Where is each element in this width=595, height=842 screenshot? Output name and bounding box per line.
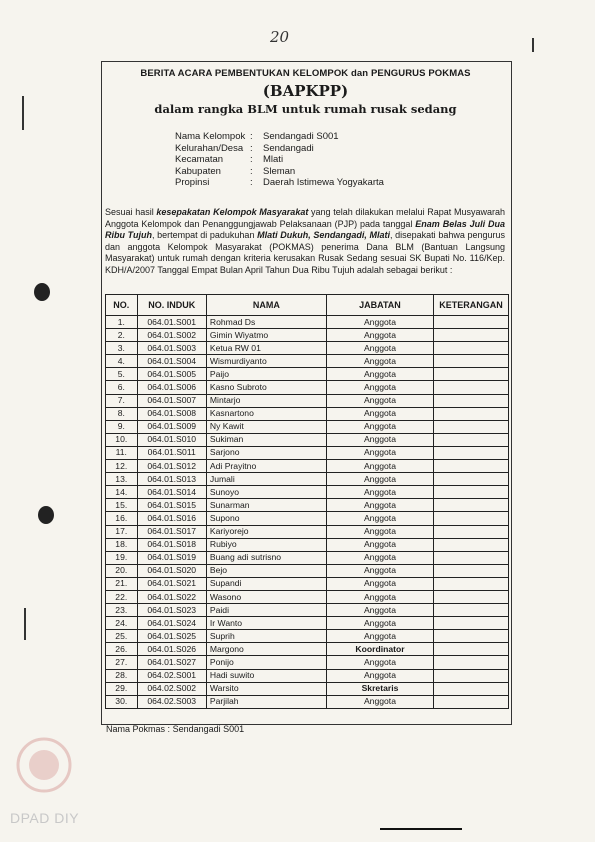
info-value: Sendangadi S001 xyxy=(263,131,339,142)
info-separator: : xyxy=(250,154,253,166)
cell-induk: 064.01.S008 xyxy=(137,407,206,420)
info-separator: : xyxy=(250,142,253,154)
table-row xyxy=(106,342,509,355)
seal-stamp xyxy=(14,735,74,795)
cell-nama: Ponijo xyxy=(206,656,326,669)
cell-no: 12. xyxy=(106,460,138,473)
table-row xyxy=(106,656,509,669)
cell-induk: 064.01.S026 xyxy=(137,643,206,656)
cell-nama: Rubiyo xyxy=(206,538,326,551)
cell-keterangan xyxy=(434,381,509,394)
cell-keterangan xyxy=(434,525,509,538)
column-header-no: NO. xyxy=(106,295,138,316)
cell-nama: Mintarjo xyxy=(206,394,326,407)
cell-no: 4. xyxy=(106,355,138,368)
cell-jabatan: Anggota xyxy=(326,512,433,525)
paragraph-text: , bertempat di padukuhan xyxy=(151,230,258,241)
cell-keterangan xyxy=(434,564,509,577)
cell-keterangan xyxy=(434,630,509,643)
header-title: BERITA ACARA PEMBENTUKAN KELOMPOK dan PENGURUS POKMAS xyxy=(140,68,471,79)
cell-no: 19. xyxy=(106,551,138,564)
cell-no: 3. xyxy=(106,342,138,355)
cell-induk: 064.01.S021 xyxy=(137,577,206,590)
table-row xyxy=(106,407,509,420)
info-label: Nama Kelompok xyxy=(175,131,246,142)
info-separator: : xyxy=(250,131,253,142)
cell-nama: Parjilah xyxy=(206,695,326,708)
cell-keterangan xyxy=(434,394,509,407)
cell-induk: 064.01.S010 xyxy=(137,433,206,446)
column-header-keterangan: KETERANGAN xyxy=(434,295,509,316)
column-header-nama: NAMA xyxy=(206,295,326,316)
cell-induk: 064.01.S001 xyxy=(137,316,206,329)
cell-no: 26. xyxy=(106,643,138,656)
cell-nama: Suprih xyxy=(206,630,326,643)
paragraph-text: yang telah dilakukan melalui Rapat Musyawarah Anggota Kelompok dan Penanggungjawab Pelaksanaan (PJP) pada tanggal xyxy=(105,207,506,229)
header-acronym: (BAPKPP) xyxy=(262,82,349,100)
table-row xyxy=(106,590,509,603)
cell-no: 17. xyxy=(106,525,138,538)
cell-nama: Kariyorejo xyxy=(206,525,326,538)
cell-induk: 064.01.S013 xyxy=(137,473,206,486)
cell-induk: 064.01.S006 xyxy=(137,381,206,394)
cell-jabatan: Anggota xyxy=(326,381,433,394)
table-row xyxy=(106,473,509,486)
table-row xyxy=(106,499,509,512)
cell-keterangan xyxy=(434,473,509,486)
table-row xyxy=(106,381,509,394)
cell-jabatan: Anggota xyxy=(326,564,433,577)
cell-no: 13. xyxy=(106,473,138,486)
cell-jabatan: Anggota xyxy=(326,355,433,368)
cell-no: 30. xyxy=(106,695,138,708)
header-subtitle: dalam rangka BLM untuk rumah rusak sedang xyxy=(154,102,457,116)
cell-nama: Adi Prayitno xyxy=(206,460,326,473)
cell-keterangan xyxy=(434,460,509,473)
table-row xyxy=(106,617,509,630)
cell-keterangan xyxy=(434,329,509,342)
table-row xyxy=(106,577,509,590)
info-separator: : xyxy=(250,165,253,177)
punch-hole-bottom xyxy=(38,506,54,524)
cell-no: 11. xyxy=(106,446,138,459)
cell-jabatan: Anggota xyxy=(326,342,433,355)
table-row xyxy=(106,512,509,525)
cell-nama: Paijo xyxy=(206,368,326,381)
cell-jabatan: Anggota xyxy=(326,316,433,329)
table-row xyxy=(106,329,509,342)
cell-induk: 064.01.S015 xyxy=(137,499,206,512)
cell-no: 10. xyxy=(106,433,138,446)
cell-no: 6. xyxy=(106,381,138,394)
cell-jabatan: Anggota xyxy=(326,604,433,617)
cell-induk: 064.02.S002 xyxy=(137,682,206,695)
cell-induk: 064.01.S019 xyxy=(137,551,206,564)
cell-nama: Rohmad Ds xyxy=(206,316,326,329)
table-row xyxy=(106,604,509,617)
cell-keterangan xyxy=(434,342,509,355)
table-row xyxy=(106,460,509,473)
cell-keterangan xyxy=(434,499,509,512)
margin-mark-right-top xyxy=(532,38,534,52)
cell-keterangan xyxy=(434,604,509,617)
info-value: Sendangadi xyxy=(263,142,314,154)
members-table xyxy=(105,294,509,709)
table-row xyxy=(106,368,509,381)
table-row xyxy=(106,394,509,407)
cell-nama: Gimin Wiyatmo xyxy=(206,329,326,342)
cell-keterangan xyxy=(434,669,509,682)
margin-mark-left-bottom xyxy=(24,608,26,640)
paragraph-emphasis: Mlati Dukuh, Sendangadi, Mlati xyxy=(257,230,391,241)
cell-induk: 064.01.S009 xyxy=(137,420,206,433)
table-row xyxy=(106,420,509,433)
cell-keterangan xyxy=(434,617,509,630)
cell-nama: Kasno Subroto xyxy=(206,381,326,394)
cell-nama: Jumali xyxy=(206,473,326,486)
footer-label: Nama Pokmas xyxy=(106,724,166,734)
cell-nama: Sunarman xyxy=(206,499,326,512)
cell-jabatan: Anggota xyxy=(326,420,433,433)
cell-jabatan: Anggota xyxy=(326,538,433,551)
cell-jabatan: Anggota xyxy=(326,486,433,499)
table-row xyxy=(106,682,509,695)
table-row xyxy=(106,643,509,656)
cell-keterangan xyxy=(434,682,509,695)
cell-induk: 064.01.S023 xyxy=(137,604,206,617)
cell-jabatan: Koordinator xyxy=(326,643,433,656)
bottom-rule xyxy=(380,828,462,830)
cell-no: 28. xyxy=(106,669,138,682)
table-row xyxy=(106,551,509,564)
column-header-jabatan: JABATAN xyxy=(326,295,433,316)
table-row xyxy=(106,446,509,459)
info-value: Sleman xyxy=(263,165,296,177)
cell-jabatan: Anggota xyxy=(326,656,433,669)
cell-no: 9. xyxy=(106,420,138,433)
cell-nama: Ketua RW 01 xyxy=(206,342,326,355)
info-label: Kelurahan/Desa xyxy=(175,142,244,154)
cell-induk: 064.01.S005 xyxy=(137,368,206,381)
cell-nama: Paidi xyxy=(206,604,326,617)
agreement-paragraph xyxy=(105,207,505,277)
cell-jabatan: Anggota xyxy=(326,669,433,682)
cell-keterangan xyxy=(434,590,509,603)
cell-jabatan: Anggota xyxy=(326,695,433,708)
footer-value: Sendangadi S001 xyxy=(172,724,245,734)
cell-jabatan: Skretaris xyxy=(326,682,433,695)
cell-nama: Sukiman xyxy=(206,433,326,446)
footer-pokmas xyxy=(106,724,244,734)
cell-no: 14. xyxy=(106,486,138,499)
cell-keterangan xyxy=(434,355,509,368)
cell-no: 23. xyxy=(106,604,138,617)
cell-keterangan xyxy=(434,486,509,499)
cell-nama: Wismurdiyanto xyxy=(206,355,326,368)
table-row xyxy=(106,538,509,551)
paragraph-emphasis: Enam Belas Juli Dua Ribu Tujuh xyxy=(105,218,505,241)
cell-keterangan xyxy=(434,420,509,433)
cell-nama: Ny Kawit xyxy=(206,420,326,433)
table-header-row xyxy=(106,295,509,316)
paragraph-text: Sesuai hasil xyxy=(105,207,157,217)
cell-keterangan xyxy=(434,407,509,420)
info-row-kelurahan xyxy=(175,143,384,155)
info-label: Kecamatan xyxy=(175,154,224,166)
cell-no: 16. xyxy=(106,512,138,525)
table-row xyxy=(106,433,509,446)
cell-no: 25. xyxy=(106,630,138,643)
cell-no: 27. xyxy=(106,656,138,669)
paragraph-emphasis: kesepakatan Kelompok Masyarakat xyxy=(156,207,309,217)
cell-jabatan: Anggota xyxy=(326,577,433,590)
table-row xyxy=(106,316,509,329)
info-row-kabupaten xyxy=(175,166,384,178)
cell-keterangan xyxy=(434,643,509,656)
page-number: 20 xyxy=(270,28,290,46)
cell-jabatan: Anggota xyxy=(326,433,433,446)
cell-no: 5. xyxy=(106,368,138,381)
cell-no: 21. xyxy=(106,577,138,590)
info-row-propinsi xyxy=(175,177,384,189)
cell-jabatan: Anggota xyxy=(326,473,433,486)
cell-nama: Sarjono xyxy=(206,446,326,459)
cell-nama: Wasono xyxy=(206,590,326,603)
column-header-induk: NO. INDUK xyxy=(137,295,206,316)
punch-hole-top xyxy=(34,283,50,301)
cell-nama: Supono xyxy=(206,512,326,525)
cell-no: 7. xyxy=(106,394,138,407)
cell-jabatan: Anggota xyxy=(326,525,433,538)
table-row xyxy=(106,695,509,708)
cell-jabatan: Anggota xyxy=(326,368,433,381)
cell-jabatan: Anggota xyxy=(326,551,433,564)
cell-no: 18. xyxy=(106,538,138,551)
cell-induk: 064.01.S002 xyxy=(137,329,206,342)
cell-no: 20. xyxy=(106,564,138,577)
cell-keterangan xyxy=(434,512,509,525)
cell-no: 22. xyxy=(106,590,138,603)
cell-nama: Warsito xyxy=(206,682,326,695)
cell-nama: Buang adi sutrisno xyxy=(206,551,326,564)
cell-induk: 064.01.S004 xyxy=(137,355,206,368)
cell-induk: 064.01.S020 xyxy=(137,564,206,577)
cell-jabatan: Anggota xyxy=(326,590,433,603)
cell-keterangan xyxy=(434,577,509,590)
cell-keterangan xyxy=(434,316,509,329)
cell-induk: 064.01.S003 xyxy=(137,342,206,355)
info-separator: : xyxy=(250,177,253,189)
cell-nama: Kasnartono xyxy=(206,407,326,420)
cell-induk: 064.01.S017 xyxy=(137,525,206,538)
info-row-kecamatan xyxy=(175,154,384,166)
paragraph-text: , disepakati bahwa pengurus dan anggota Kelompok Masyarakat (POKMAS) penerima Dana BLM (Bantuan Langsung Masyarakat) untuk rumah dengan kriteria kerusakan Rusak Sedang sesuai SK Bupati No. 116/Kep. KDH/A/2007 Tanggal Empat Bulan April Tahun Dua Ribu Tujuh adalah sebagai berikut : xyxy=(105,230,505,275)
cell-no: 8. xyxy=(106,407,138,420)
cell-induk: 064.01.S024 xyxy=(137,617,206,630)
cell-induk: 064.01.S007 xyxy=(137,394,206,407)
cell-no: 29. xyxy=(106,682,138,695)
cell-induk: 064.01.S022 xyxy=(137,590,206,603)
cell-keterangan xyxy=(434,695,509,708)
cell-induk: 064.01.S012 xyxy=(137,460,206,473)
document-header xyxy=(101,66,510,116)
cell-no: 1. xyxy=(106,316,138,329)
cell-nama: Sunoyo xyxy=(206,486,326,499)
table-row xyxy=(106,525,509,538)
cell-nama: Bejo xyxy=(206,564,326,577)
cell-induk: 064.01.S025 xyxy=(137,630,206,643)
cell-induk: 064.02.S001 xyxy=(137,669,206,682)
cell-nama: Hadi suwito xyxy=(206,669,326,682)
cell-no: 24. xyxy=(106,617,138,630)
cell-jabatan: Anggota xyxy=(326,329,433,342)
footer-separator: : xyxy=(167,724,171,734)
group-info xyxy=(175,131,384,189)
cell-no: 2. xyxy=(106,329,138,342)
cell-keterangan xyxy=(434,656,509,669)
cell-induk: 064.01.S011 xyxy=(137,446,206,459)
cell-induk: 064.01.S016 xyxy=(137,512,206,525)
table-row xyxy=(106,355,509,368)
table-row xyxy=(106,630,509,643)
cell-induk: 064.01.S027 xyxy=(137,656,206,669)
cell-nama: Margono xyxy=(206,643,326,656)
cell-induk: 064.01.S018 xyxy=(137,538,206,551)
cell-keterangan xyxy=(434,433,509,446)
cell-jabatan: Anggota xyxy=(326,460,433,473)
cell-jabatan: Anggota xyxy=(326,630,433,643)
cell-keterangan xyxy=(434,551,509,564)
info-label: Kabupaten xyxy=(175,165,221,177)
cell-jabatan: Anggota xyxy=(326,446,433,459)
members-table-body xyxy=(106,316,509,709)
cell-jabatan: Anggota xyxy=(326,407,433,420)
cell-keterangan xyxy=(434,446,509,459)
cell-jabatan: Anggota xyxy=(326,499,433,512)
cell-nama: Ir Wanto xyxy=(206,617,326,630)
cell-keterangan xyxy=(434,368,509,381)
cell-keterangan xyxy=(434,538,509,551)
cell-nama: Supandi xyxy=(206,577,326,590)
watermark: DPAD DIY xyxy=(10,810,80,826)
info-row-nama-kelompok xyxy=(175,131,384,143)
table-row xyxy=(106,486,509,499)
info-value: Mlati xyxy=(263,154,284,166)
margin-mark-left-top xyxy=(22,96,24,130)
cell-induk: 064.01.S014 xyxy=(137,486,206,499)
table-row xyxy=(106,669,509,682)
info-value: Daerah Istimewa Yogyakarta xyxy=(263,177,384,189)
cell-no: 15. xyxy=(106,499,138,512)
cell-jabatan: Anggota xyxy=(326,394,433,407)
info-label: Propinsi xyxy=(175,177,210,189)
table-row xyxy=(106,564,509,577)
cell-jabatan: Anggota xyxy=(326,617,433,630)
cell-induk: 064.02.S003 xyxy=(137,695,206,708)
